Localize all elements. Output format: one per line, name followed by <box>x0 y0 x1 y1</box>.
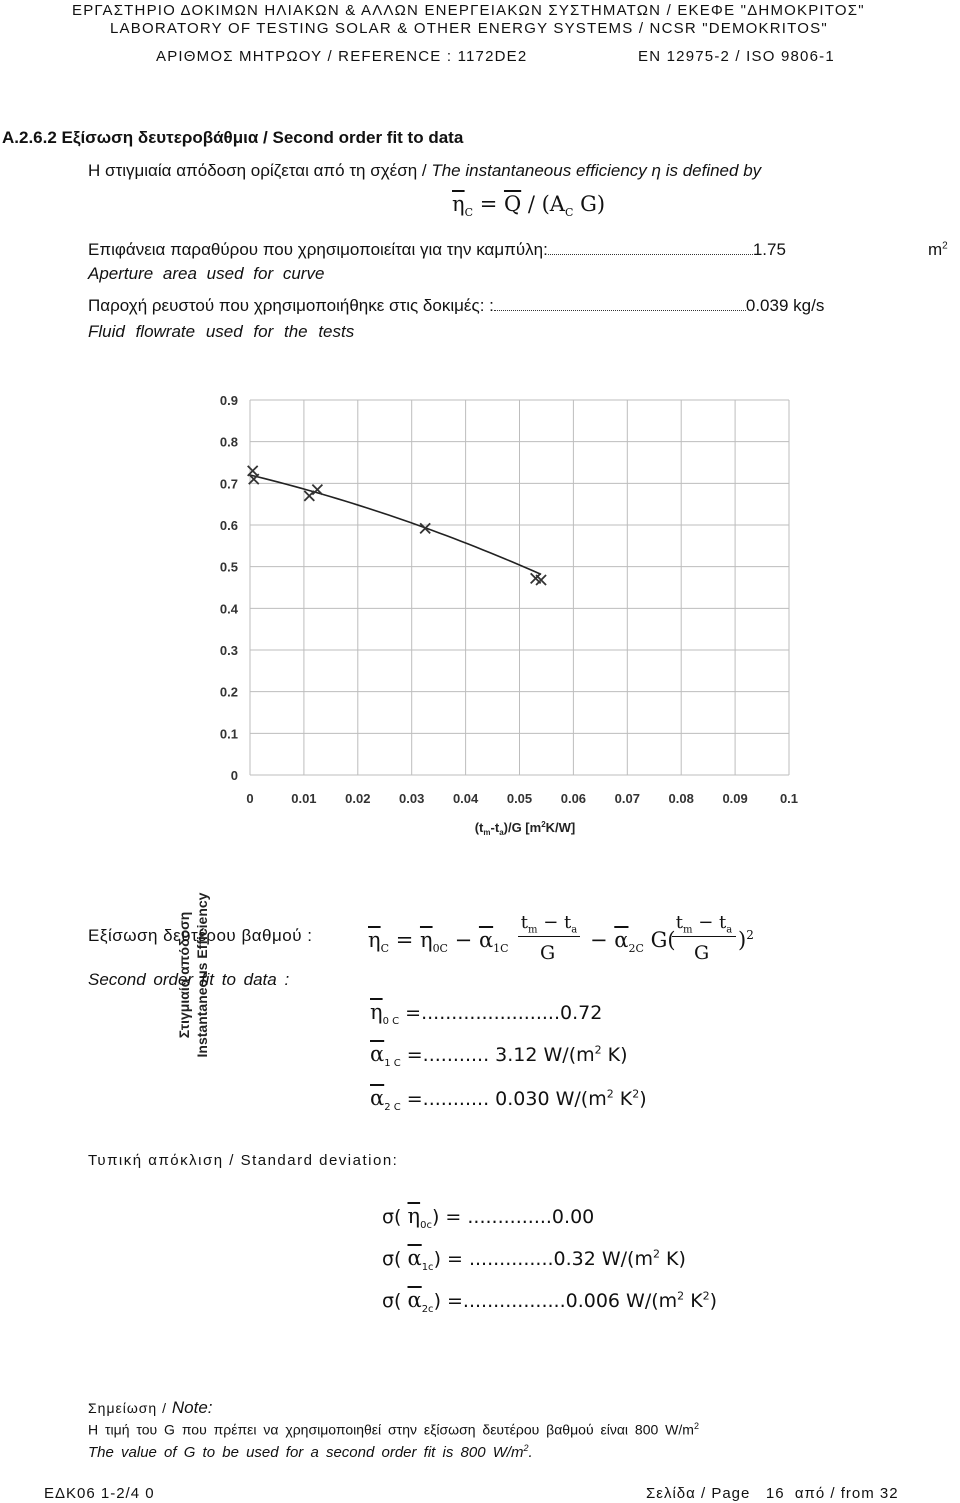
fit-a1: $\overline{\alpha}_{1 C}$ =........... 3.12 $W/(m^2$ K) <box>370 1042 628 1069</box>
std-a2-close: ) <box>709 1290 718 1312</box>
aperture-unit-exp: 2 <box>942 240 948 252</box>
fit-a1-unit: K) <box>601 1044 628 1066</box>
note-text-english: The value of G to be used for a second order fit is 800 $W/m^2$. <box>88 1443 533 1461</box>
fit-label-greek: Εξίσωση δευτέρου βαθμού : <box>88 926 313 945</box>
x-tick-label: 0.1 <box>779 791 799 806</box>
note-text-english-exp: 2 <box>523 1443 529 1453</box>
intro-greek: Η στιγμιαία απόδοση ορίζεται από τη σχέση / <box>88 161 432 180</box>
data-point <box>304 491 314 501</box>
note-text-greek-exp: 2 <box>693 1421 699 1431</box>
header-lab-greek: ΕΡΓΑΣΤΗΡΙΟ ΔΟΚΙΜΩΝ ΗΛΙΑΚΩΝ & ΑΛΛΩΝ ΕΝΕΡΓΕΙΑΚΩΝ ΣΥΣΤΗΜΑΤΩΝ / ΕΚΕΦΕ "ΔΗΜΟΚΡΙΤΟΣ" <box>72 2 865 19</box>
aperture-unit <box>928 240 948 260</box>
std-a1-value: = ..............0.32 W/(m <box>447 1248 653 1270</box>
x-tick-labels <box>246 791 798 806</box>
flow-value: 0.039 kg/s <box>745 296 825 315</box>
x-tick-label: 0.05 <box>506 791 533 806</box>
x-tick-label: 0.07 <box>614 791 640 806</box>
y-tick-labels <box>220 393 239 783</box>
x-tick-label: 0.02 <box>345 791 371 806</box>
y-tick-label: 0.6 <box>219 518 238 533</box>
footer-page: Σελίδα / Page 16 από / from 32 <box>646 1485 899 1502</box>
std-a1-unit: K) <box>659 1248 686 1270</box>
leader-dots <box>494 310 746 311</box>
x-tick-label: 0.04 <box>452 791 479 806</box>
y-tick-label: 0.8 <box>219 434 238 450</box>
flow-label-english: Fluid flowrate used for the tests <box>88 322 355 341</box>
x-tick-label: 0.08 <box>668 791 694 806</box>
flow-row <box>88 296 824 316</box>
note-label <box>88 1398 213 1418</box>
header-lab-english: LABORATORY OF TESTING SOLAR & OTHER ENERGY SYSTEMS / NCSR "DEMOKRITOS" <box>110 20 828 37</box>
std-label: Τυπική απόκλιση / Standard deviation: <box>88 1152 399 1169</box>
x-axis-label: $(t_m-t_a)/G$ $[m^2K/W]$ <box>474 820 576 837</box>
note-text-english-content: The value of G to be used for a second order fit is 800 W/m <box>88 1444 524 1461</box>
y-tick-label: 0 <box>230 768 238 783</box>
fit-eta0: $\overline{\eta}_{0 C} =.......................0.72$ <box>370 1000 603 1027</box>
fit-a2-value: =........... 0.030 W/(m <box>406 1088 607 1110</box>
chart-grid <box>250 400 789 775</box>
fit-eta0-value: =.......................0.72 <box>405 1002 603 1024</box>
y-tick-label: 0.5 <box>219 559 238 575</box>
std-eta: σ( $\overline{\eta}_{0c}) = ..............0.00$ <box>382 1204 595 1231</box>
aperture-label-greek: Επιφάνεια παραθύρου που χρησιμοποιείται για την καμπύλη: <box>88 240 548 259</box>
std-a2: σ( $\overline{\alpha}_{2c}) =.................0.006$ $W/(m^2$ $K^2$) <box>382 1288 718 1315</box>
y-axis-label-english: Instantaneous Efficiency <box>194 892 210 1058</box>
std-a2-unit: K <box>684 1290 703 1312</box>
note-label-greek: Σημείωση / <box>88 1400 172 1416</box>
flow-label-greek: Παροχή ρευστού που χρησιμοποιήθηκε στις δοκιμές: : <box>88 296 494 315</box>
fit-a2-unit: K <box>613 1088 633 1110</box>
note-text-greek <box>88 1421 699 1438</box>
aperture-value: 1.75 <box>752 240 786 259</box>
x-tick-label: 0.03 <box>399 791 425 806</box>
fit-a1-value: =........... 3.12 W/(m <box>406 1044 595 1066</box>
intro-english: The instantaneous efficiency η is defined by <box>431 161 762 180</box>
y-tick-label: 0.1 <box>219 726 238 742</box>
std-a2-value: =.................0.006 W/(m <box>447 1290 678 1312</box>
y-tick-label: 0.3 <box>219 643 238 658</box>
header-reference: ΑΡΙΘΜΟΣ ΜΗΤΡΩΟΥ / REFERENCE : 1172DE2 <box>156 48 528 65</box>
efficiency-formula: $\overline{\eta}_C = \overline{Q} / (A_C$ G) <box>452 192 606 220</box>
x-tick-label: 0 <box>246 791 254 806</box>
x-tick-label: 0.06 <box>560 791 587 806</box>
y-axis-label-greek: Στιγμιαία απόδοση <box>176 911 192 1039</box>
note-label-english: Note: <box>171 1398 213 1417</box>
std-eta-value: = ..............0.00 <box>445 1206 595 1228</box>
section-title: A.2.6.2 Εξίσωση δευτεροβάθμια / Second order fit to data <box>2 128 464 147</box>
x-tick-label: 0.01 <box>291 791 317 806</box>
x-tick-label: 0.09 <box>722 791 748 806</box>
fit-a2: $\overline{\alpha}_{2 C}$ =........... 0.030 $W/(m^2$ $K^2$) <box>370 1086 647 1113</box>
aperture-label-english: Aperture area used for curve <box>88 264 325 283</box>
intro-line <box>88 161 761 181</box>
y-tick-label: 0.2 <box>219 684 238 700</box>
aperture-unit-text: m <box>928 240 943 259</box>
leader-dots <box>548 254 753 255</box>
std-a1: σ( $\overline{\alpha}_{1c}) = ..............0.32$ $W/(m^2$ K) <box>382 1246 686 1273</box>
fit-a2-close: ) <box>639 1088 647 1110</box>
header-standard: EN 12975-2 / ISO 9806-1 <box>638 48 835 65</box>
y-tick-label: 0.7 <box>219 476 238 492</box>
note-text-greek-content: Η τιμή του G που πρέπει να χρησιμοποιηθεί στην εξίσωση δευτέρου βαθμού είναι 800 W/m <box>88 1421 694 1438</box>
fit-label-english: Second order fit to data : <box>88 970 290 989</box>
y-tick-label: 0.4 <box>219 601 238 617</box>
aperture-row <box>88 240 786 260</box>
footer-code: ΕΔΚ06 1-2/4 0 <box>44 1485 155 1502</box>
y-tick-label: 0.9 <box>219 393 238 408</box>
